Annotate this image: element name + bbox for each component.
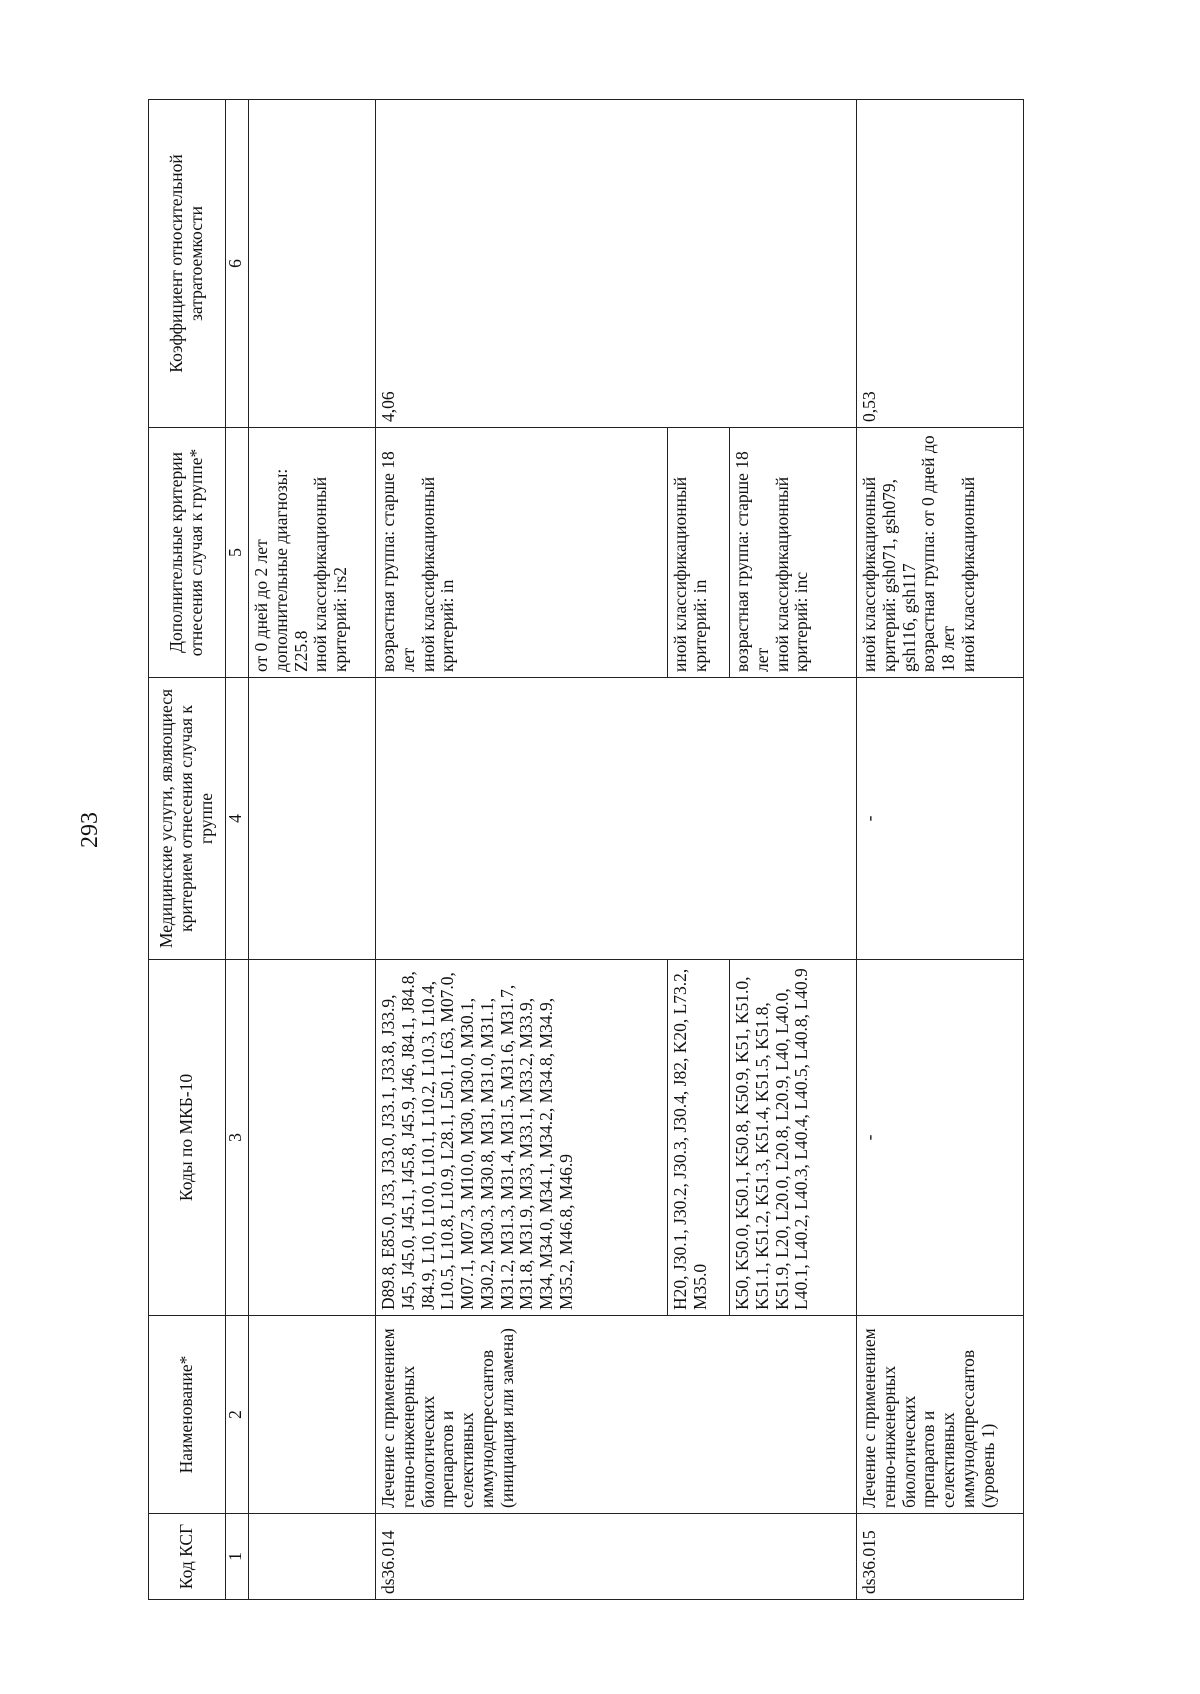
table-row bbox=[376, 100, 668, 1600]
header-name: Наименование* bbox=[149, 1316, 226, 1514]
table-row bbox=[249, 100, 376, 1600]
table-row bbox=[857, 100, 1024, 1600]
ksg-table bbox=[148, 99, 1024, 1600]
header-criteria: Дополнительные критерии отнесения случая к группе* bbox=[149, 428, 226, 678]
cell-code bbox=[249, 1514, 376, 1600]
cell-criteria: иной классификационный критерий: in bbox=[668, 428, 730, 678]
column-number: 5 bbox=[226, 428, 249, 678]
cell-coefficient bbox=[249, 100, 376, 428]
cell-coefficient: 4,06 bbox=[376, 100, 857, 428]
cell-name: Лечение с применением генно-инженерных биологических препаратов и селективных иммунодепрессантов (инициация или замена) bbox=[376, 1316, 857, 1514]
cell-criteria: от 0 дней до 2 лет дополнительные диагнозы: Z25.8 иной классификационный критерий: irs2 bbox=[249, 428, 376, 678]
column-number: 2 bbox=[226, 1316, 249, 1514]
cell-name bbox=[249, 1316, 376, 1514]
column-number: 6 bbox=[226, 100, 249, 428]
cell-icd: K50, K50.0, K50.1, K50.8, K50.9, K51, K51.0, K51.1, K51.2, K51.3, K51.4, K51.5, K51.8, K51.9, L20, L20.0, L20.8, L20.9, L40, L40.0, L40.1, L40.2, L40.3, L40.4, L40.5, L40.8, L40.9 bbox=[730, 960, 857, 1316]
cell-services bbox=[376, 678, 857, 960]
header-icd: Коды по МКБ-10 bbox=[149, 960, 226, 1316]
cell-name: Лечение с применением генно-инженерных биологических препаратов и селективных иммунодепрессантов (уровень 1) bbox=[857, 1316, 1024, 1514]
cell-code: ds36.014 bbox=[376, 1514, 857, 1600]
cell-icd bbox=[249, 960, 376, 1316]
rotated-table-container bbox=[148, 100, 1076, 1600]
page-number: 293 bbox=[77, 812, 103, 848]
cell-criteria: иной классификационный критерий: gsh071, gsh079, gsh116, gsh117 возрастная группа: от 0 дней до 18 лет иной классификационный bbox=[857, 428, 1024, 678]
header-services: Медицинские услуги, являющиеся критерием отнесения случая к группе bbox=[149, 678, 226, 960]
column-number: 4 bbox=[226, 678, 249, 960]
header-code: Код КСГ bbox=[149, 1514, 226, 1600]
cell-services bbox=[249, 678, 376, 960]
table-header-row bbox=[149, 100, 226, 1600]
cell-icd: D89.8, E85.0, J33, J33.0, J33.1, J33.8, J33.9, J45, J45.0, J45.1, J45.8, J45.9, J46, J84.1, J84.8, J84.9, L10, L10.0, L10.1, L10.2, L10.3, L10.4, L10.5, L10.8, L10.9, L28.1, L50.1, L63, M07.0, M07.1, M07.3, M10.0, M30, M30.0, M30.1, M30.2, M30.3, M30.8, M31, M31.0, M31.1, M31.2, M31.3, M31.4, M31.5, M31.6, M31.7, M31.8, M31.9, M33, M33.1, M33.2, M33.9, M34, M34.0, M34.1, M34.2, M34.8, M34.9, M35.2, M46.8, M46.9 bbox=[376, 960, 668, 1316]
column-number: 1 bbox=[226, 1514, 249, 1600]
cell-criteria: возрастная группа: старше 18 лет иной классификационный критерий: inc bbox=[730, 428, 857, 678]
column-number: 3 bbox=[226, 960, 249, 1316]
column-number-row bbox=[226, 100, 249, 1600]
cell-services: - bbox=[857, 678, 1024, 960]
cell-icd: H20, J30.1, J30.2, J30.3, J30.4, J82, K20, L73.2, M35.0 bbox=[668, 960, 730, 1316]
cell-code: ds36.015 bbox=[857, 1514, 1024, 1600]
header-coefficient: Коэффициент относительной затратоемкости bbox=[149, 100, 226, 428]
cell-criteria: возрастная группа: старше 18 лет иной классификационный критерий: in bbox=[376, 428, 668, 678]
cell-coefficient: 0,53 bbox=[857, 100, 1024, 428]
cell-icd: - bbox=[857, 960, 1024, 1316]
